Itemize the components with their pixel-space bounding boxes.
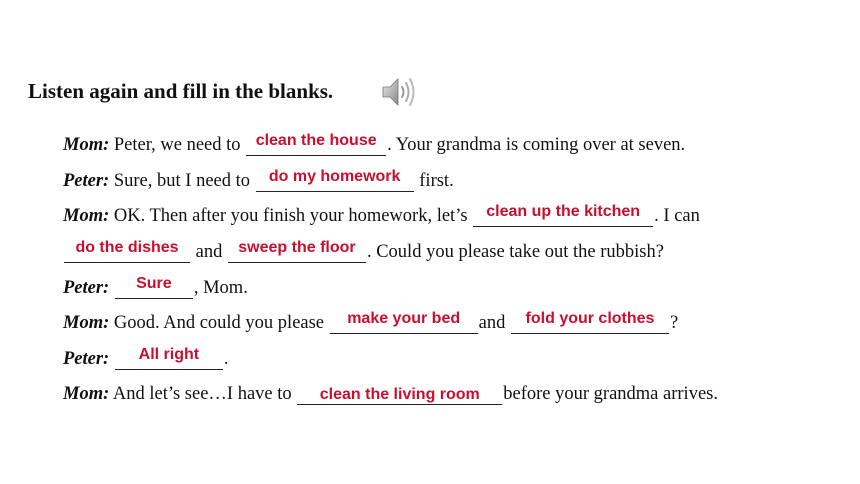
answer-blank[interactable]: [511, 310, 669, 334]
dialogue-line-7: [63, 348, 228, 370]
line-text: OK. Then after you finish your homework, let’s: [109, 206, 473, 226]
line-text: , Mom.: [193, 278, 248, 298]
line-text: Sure, but I need to: [109, 171, 255, 191]
answer-blank[interactable]: [297, 384, 502, 405]
dialogue-line-2: [63, 170, 454, 192]
answer-blank[interactable]: [64, 239, 190, 263]
dialogue-line-8: [63, 383, 718, 405]
line-text: and: [191, 242, 227, 262]
line-text: . I can: [654, 206, 700, 226]
line-text: [109, 349, 114, 369]
speaker-icon[interactable]: [380, 74, 416, 110]
speaker-label: Peter:: [63, 349, 110, 369]
answer-text: do my homework: [268, 168, 401, 185]
speaker-label: Mom:: [63, 313, 110, 333]
speaker-label: Mom:: [63, 384, 110, 404]
answer-text: clean up the kitchen: [486, 203, 641, 220]
speaker-label: Mom:: [63, 206, 110, 226]
line-text: . Your grandma is coming over at seven.: [387, 135, 686, 155]
line-text: before your grandma arrives.: [503, 384, 718, 404]
answer-blank[interactable]: [473, 203, 653, 227]
line-text: [109, 278, 114, 298]
line-text: first.: [414, 171, 454, 191]
answer-text: clean the living room: [319, 386, 480, 403]
answer-blank[interactable]: [256, 168, 414, 192]
line-text: . Could you please take out the rubbish?: [366, 242, 664, 262]
answer-blank[interactable]: [246, 132, 386, 156]
page-title: Listen again and fill in the blanks.: [28, 79, 334, 103]
line-text: and: [478, 313, 510, 333]
dialogue-line-3: [63, 205, 700, 227]
answer-blank[interactable]: [115, 346, 223, 370]
line-text: ?: [670, 313, 679, 333]
dialogue-line-6: [63, 312, 678, 334]
answer-blank[interactable]: [330, 310, 478, 334]
answer-blank[interactable]: [115, 275, 193, 299]
dialogue-line-1: [63, 134, 685, 156]
answer-text: clean the house: [255, 132, 377, 149]
line-text: Peter, we need to: [109, 135, 246, 155]
answer-text: Sure: [136, 275, 172, 292]
speaker-label: Mom:: [63, 135, 110, 155]
dialogue-line-4: [63, 241, 664, 263]
dialogue-line-5: [63, 277, 248, 299]
answer-text: All right: [138, 346, 200, 363]
line-text: Good. And could you please: [109, 313, 329, 333]
speaker-label: Peter:: [63, 278, 110, 298]
speaker-label: Peter:: [63, 171, 110, 191]
answer-text: fold your clothes: [525, 310, 655, 327]
answer-text: sweep the floor: [238, 239, 356, 256]
answer-text: do the dishes: [75, 239, 179, 256]
answer-text: make your bed: [347, 310, 461, 327]
line-text: .: [223, 349, 229, 369]
line-text: And let’s see…I have to: [109, 384, 297, 404]
answer-blank[interactable]: [228, 239, 366, 263]
